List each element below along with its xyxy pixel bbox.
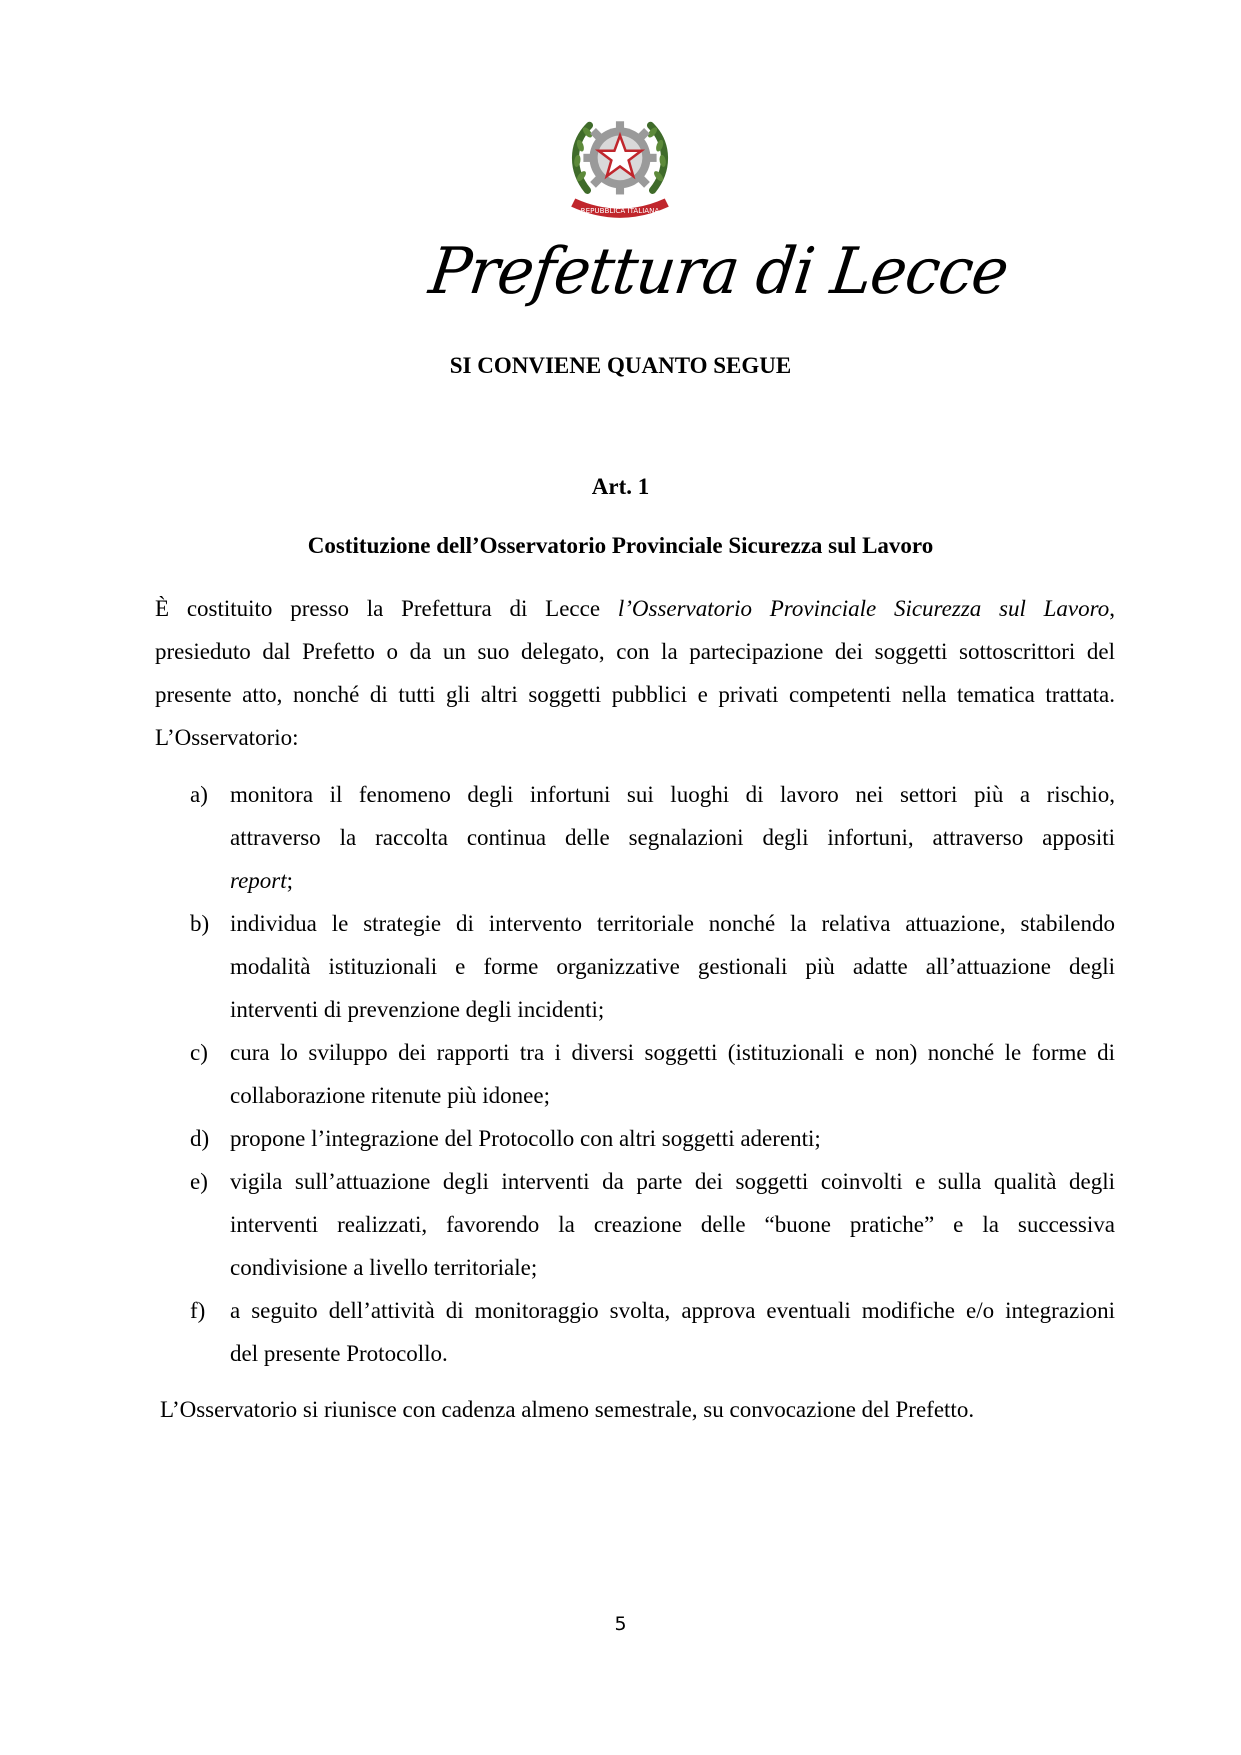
closing-paragraph: L’Osservatorio si riunisce con cadenza almeno semestrale, su convocazione del Prefetto. [160,1397,975,1422]
list-marker: a) [190,782,208,807]
page-number: 5 [614,1613,627,1635]
list-item-d [190,1117,1115,1160]
list-marker: d) [190,1126,210,1151]
section-heading: SI CONVIENE QUANTO SEGUE [449,353,792,378]
list-item-c [190,1031,1115,1117]
list-item-line: del presente Protocollo. [230,1341,448,1366]
intro-line: presieduto dal Prefetto o da un suo delegato, con la partecipazione dei soggetti sottoscrittori del [155,639,1115,664]
list-item-line: propone l’integrazione del Protocollo con altri soggetti aderenti; [230,1126,821,1151]
list-item-line: attraverso la raccolta continua delle segnalazioni degli infortuni, attraverso appositi [230,825,1115,850]
italic-text: report [230,868,287,893]
intro-line: L’Osservatorio: [155,725,299,750]
article-item-list [190,773,1115,1375]
list-item-line: cura lo sviluppo dei rapporti tra i diversi soggetti (istituzionali e non) nonché le forme di [230,1040,1115,1065]
list-item-f [190,1289,1115,1375]
list-marker: b) [190,911,210,936]
intro-line: presente atto, nonché di tutti gli altri soggetti pubblici e privati competenti nella tematica trattata. [155,682,1115,707]
list-marker: e) [190,1169,208,1194]
list-item-b [190,902,1115,1031]
list-item-a [190,773,1115,902]
list-item-e [190,1160,1115,1289]
header-title: Prefettura di Lecce [425,235,1013,309]
list-item-line: individua le strategie di intervento territoriale nonché la relativa attuazione, stabilendo [230,911,1115,936]
list-item-line: modalità istituzionali e forme organizzative gestionali più adatte all’attuazione degli [230,954,1115,979]
list-item-line: report; [230,868,294,893]
italian-republic-emblem-icon [559,105,681,227]
list-marker: c) [190,1040,208,1065]
list-item-line: a seguito dell’attività di monitoraggio svolta, approva eventuali modifiche e/o integrazioni [230,1298,1115,1323]
intro-line: È costituito presso la Prefettura di Lecce l’Osservatorio Provinciale Sicurezza sul Lavoro, [155,596,1115,621]
svg-text:REPUBBLICA ITALIANA: REPUBBLICA ITALIANA [580,205,660,215]
list-item-line: condivisione a livello territoriale; [230,1255,538,1280]
article-number: Art. 1 [591,474,650,499]
list-marker: f) [190,1298,206,1323]
list-item-line: interventi di prevenzione degli incidenti; [230,997,605,1022]
list-item-line: interventi realizzati, favorendo la creazione delle “buone pratiche” e la successiva [230,1212,1115,1237]
list-item-line: vigila sull’attuazione degli interventi da parte dei soggetti coinvolti e sulla qualità degli [230,1169,1115,1194]
list-item-line: monitora il fenomeno degli infortuni sui luoghi di lavoro nei settori più a rischio, [230,782,1115,807]
intro-italic-text: l’Osservatorio Provinciale Sicurezza sul Lavoro [617,596,1110,621]
article-title: Costituzione dell’Osservatorio Provinciale Sicurezza sul Lavoro [307,533,934,558]
article-intro-paragraph [155,587,1115,759]
list-item-line: collaborazione ritenute più idonee; [230,1083,550,1108]
